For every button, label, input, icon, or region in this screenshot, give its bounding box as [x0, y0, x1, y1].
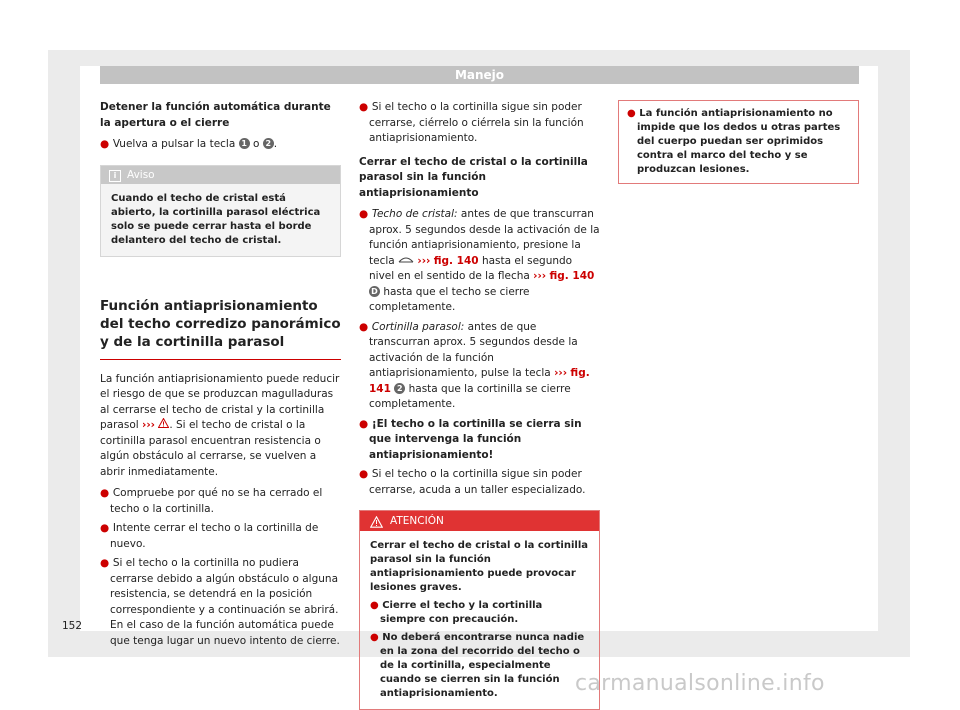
list-item: ● Compruebe por qué no se ha cerrado el techo o la cortinilla. [100, 487, 323, 515]
bullet-dot: ● [359, 101, 372, 113]
bullet-dot: ● [370, 632, 383, 643]
column-right [618, 100, 859, 184]
key-badge-2: 2 [263, 138, 274, 149]
bullet-dot: ● [359, 417, 372, 430]
warning-triangle-icon [370, 515, 383, 535]
key-badge-d: D [369, 286, 380, 297]
column-middle [359, 100, 600, 710]
section-title: Función antiaprisionamiento del techo corredizo panorámico y de la cortinilla parasol [100, 297, 341, 360]
bullet-dot: ● [100, 138, 113, 150]
bullet-dot: ● [627, 108, 640, 119]
key-badge-1: 1 [239, 138, 250, 149]
key-badge-2: 2 [394, 383, 405, 394]
aviso-header: i Aviso [101, 166, 340, 184]
bullet-dot: ● [100, 487, 113, 499]
subheading-cerrar: Cerrar el techo de cristal o la cortinilla parasol sin la función antiaprisionamiento [359, 155, 588, 199]
warning-continuation-box [618, 100, 859, 184]
warning-triangle-icon [158, 419, 169, 431]
list-item-techo: ● Techo de cristal: antes de que transcurran aprox. 5 segundos desde la activación de la función antiaprisionamiento, presione la tecla ››› fig. 140 hasta el segundo nivel en el sentido de la flecha ››› fig. 140 D hasta que el techo se cierre completamente. [359, 208, 600, 313]
list-item: ● Intente cerrar el techo o la cortinilla de nuevo. [100, 522, 319, 550]
list-item: ● La función antiaprisionamiento no impide que los dedos u otras partes del cuerpo puedan ser oprimidos contra el marco del techo y se produzcan lesiones. [627, 108, 841, 175]
atencion-header: ATENCIÓN [360, 511, 599, 531]
reference-arrows: ››› [142, 419, 155, 431]
list-item: ● Si el techo o la cortinilla sigue sin poder cerrarse, ciérrelo o ciérrela sin la función antiaprisionamiento. [359, 101, 584, 144]
bullet-dot: ● [370, 600, 383, 611]
fig-140-link-2[interactable]: fig. 140 [549, 270, 595, 282]
fig-141-link[interactable]: fig. 141 [369, 367, 590, 395]
bullet-dot: ● [359, 208, 372, 220]
paragraph-intro: La función antiaprisionamiento puede reducir el riesgo de que se produzcan magulladuras al cerrarse el techo de cristal y la cortinilla parasol ››› . Si el techo de cristal o la cortinilla parasol encuentran resistencia o algún obstáculo al cerrarse, se vuelven a abrir inmediatamente. [100, 372, 340, 478]
list-item: ● Si el techo o la cortinilla no pudiera cerrarse debido a algún obstáculo o alguna resistencia, se detendrá en la posición correspondiente y a continuación se abrirá. En el caso de la función automática puede que tenga lugar un nuevo intento de cierre. [100, 557, 340, 647]
roof-button-icon [398, 255, 414, 267]
bullet-vuelva: ● Vuelva a pulsar la tecla 1 o 2 . [100, 138, 278, 150]
fig-140-link[interactable]: fig. 140 [433, 254, 479, 267]
bullet-dot: ● [359, 320, 372, 333]
page-header: Manejo [100, 66, 859, 84]
bullet-dot: ● [100, 522, 113, 534]
bullet-dot: ● [359, 468, 372, 480]
aviso-box [100, 165, 341, 257]
list-item: ● No deberá encontrarse nunca nadie en la zona del recorrido del techo o de la cortinilla, especialmente cuando se cierren sin la función antiaprisionamiento. [370, 632, 585, 699]
list-item: ● Cierre el techo y la cortinilla siempre con precaución. [370, 600, 543, 625]
list-item: ● Si el techo o la cortinilla sigue sin poder cerrarse, acuda a un taller especializado. [359, 468, 586, 496]
bullet-dot: ● [100, 557, 113, 569]
page-number: 152 [62, 620, 83, 632]
list-item: ● ¡El techo o la cortinilla se cierra sin que intervenga la función antiaprisionamiento! [359, 417, 582, 461]
atencion-body: Cerrar el techo de cristal o la cortinilla parasol sin la función antiaprisionamiento puede provocar lesiones graves. ● Cierre el techo y la cortinilla siempre con precaución. ● No deberá encontrarse nunca nadie en la zona del recorrido del techo o de la cortinilla, especialmente cuando se cierren sin la función antiaprisionamiento. [370, 540, 588, 699]
info-icon: i [109, 170, 121, 182]
list-item-cortinilla: ● Cortinilla parasol: antes de que transcurran aprox. 5 segundos desde la activación de la función antiaprisionamiento, pulse la tecla ››› fig. 141 2 hasta que la cortinilla se cierre completamente. [359, 320, 590, 410]
subheading-detener: Detener la función automática durante la apertura o el cierre [100, 101, 331, 129]
watermark: carmanualsonline.info [575, 671, 825, 696]
aviso-text: Cuando el techo de cristal está abierto, la cortinilla parasol eléctrica solo se puede cerrar hasta el borde delantero del techo de cristal. [111, 192, 321, 246]
column-left [100, 100, 341, 653]
atencion-box [359, 510, 600, 710]
